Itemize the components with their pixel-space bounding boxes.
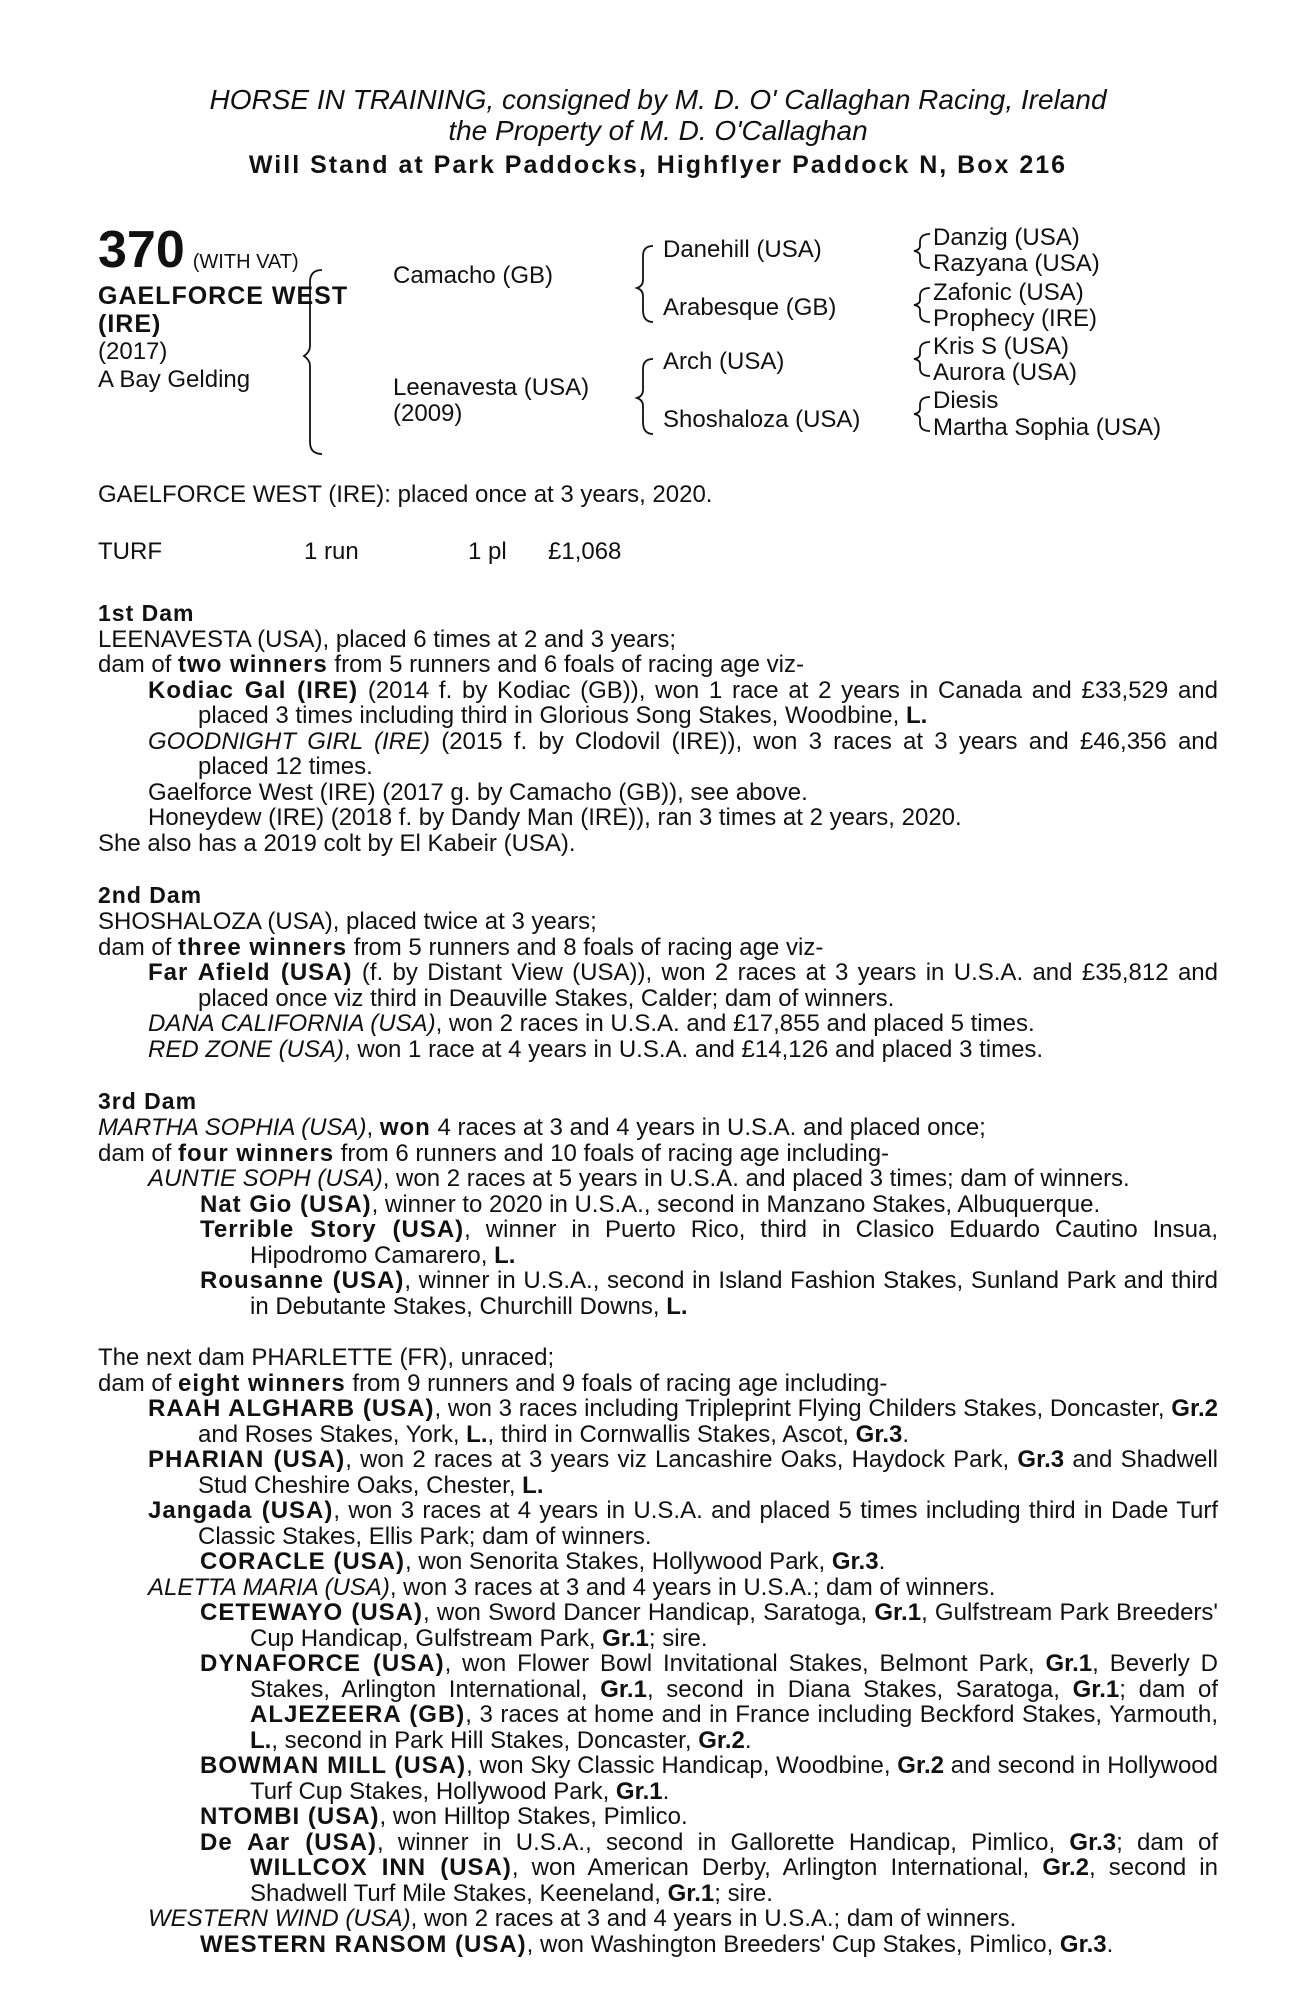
produce-entry: DYNAFORCE (USA), won Flower Bowl Invitational Stakes, Belmont Park, Gr.1, Beverly D Stakes, Arlington International, Gr.1, second in Diana Stakes, Saratoga, Gr.1; dam of ALJEZEERA (GB), 3 races at home and in France including Beckford Stakes, Yarmouth, L., second in Park Hill Stakes, Doncaster, Gr.2. <box>200 1650 1219 1754</box>
race-summary: GAELFORCE WEST (IRE): placed once at 3 years, 2020. <box>98 481 713 508</box>
lot-number: 370 <box>98 221 185 279</box>
sire-dam: Arabesque (GB) <box>663 294 837 321</box>
ancestor-4: Prophecy (IRE) <box>933 305 1098 332</box>
produce-entry: RAAH ALGHARB (USA), won 3 races including Tripleprint Flying Childers Stakes, Doncaster, Gr.2 and Roses Stakes, York, L., third in Cornwallis Stakes, Ascot, Gr.3. <box>148 1395 1218 1448</box>
turf-earnings: £1,068 <box>548 537 622 565</box>
produce-entry: WESTERN RANSOM (USA), won Washington Breeders' Cup Stakes, Pimlico, Gr.3. <box>200 1930 1114 1958</box>
ancestor-5: Kris S (USA) <box>933 333 1070 360</box>
produce-entry: De Aar (USA), winner in U.S.A., second in Gallorette Handicap, Pimlico, Gr.3; dam of WILLCOX INN (USA), won American Derby, Arlington International, Gr.2, second in Shadwell Turf Mile Stakes, Keeneland, Gr.1; sire. <box>200 1828 1218 1907</box>
produce-entry: AUNTIE SOPH (USA), won 2 races at 5 years in U.S.A. and placed 3 times; dam of winners. <box>148 1165 1130 1192</box>
produce-entry: BOWMAN MILL (USA), won Sky Classic Handicap, Woodbine, Gr.2 and second in Hollywood Turf Cup Stakes, Hollywood Park, Gr.1. <box>200 1752 1218 1805</box>
horse-name: GAELFORCE WEST (IRE) <box>98 282 349 338</box>
third-dam-heading: 3rd Dam <box>98 1088 198 1114</box>
produce-entry: DANA CALIFORNIA (USA), won 2 races in U.S.A. and £17,855 and placed 5 times. <box>148 1010 1035 1037</box>
produce-entry: Honeydew (IRE) (2018 f. by Dandy Man (IRE)), ran 3 times at 2 years, 2020. <box>148 804 962 831</box>
ancestor-8: Martha Sophia (USA) <box>933 414 1162 441</box>
produce-entry: Rousanne (USA), winner in U.S.A., second in Island Fashion Stakes, Sunland Park and third in Debutante Stakes, Churchill Downs, L. <box>200 1267 1219 1320</box>
produce-entry: GOODNIGHT GIRL (IRE) (2015 f. by Clodovil (IRE)), won 3 races at 3 years and £46,356 and placed 12 times. <box>148 727 1218 780</box>
produce-entry: CORACLE (USA), won Senorita Stakes, Hollywood Park, Gr.3. <box>200 1548 886 1575</box>
consignor-line: HORSE IN TRAINING, consigned by M. D. O' Callaghan Racing, Ireland <box>209 84 1107 115</box>
first-dam-intro: LEENAVESTA (USA), placed 6 times at 2 and 3 years; <box>98 625 677 653</box>
dam: Leenavesta (USA) <box>393 374 590 401</box>
produce-entry: CETEWAYO (USA), won Sword Dancer Handicap, Saratoga, Gr.1, Gulfstream Park Breeders' Cup Handicap, Gulfstream Park, Gr.1; sire. <box>200 1599 1218 1652</box>
first-dam-produce-summary: dam of two winners from 5 runners and 6 foals of racing age viz- <box>98 651 804 678</box>
produce-entry: Far Afield (USA) (f. by Distant View (USA)), won 2 races at 3 years in U.S.A. and £35,812 and placed once viz third in Deauville Stakes, Calder; dam of winners. <box>148 959 1218 1012</box>
turf-runs: 1 run <box>304 537 359 565</box>
stand-location: Will Stand at Park Paddocks, Highflyer Paddock N, Box 216 <box>248 151 1068 179</box>
first-dam-also: She also has a 2019 colt by El Kabeir (USA). <box>98 829 576 857</box>
produce-entry: Terrible Story (USA), winner in Puerto Rico, third in Clasico Eduardo Cautino Insua, Hipodromo Camarero, L. <box>200 1216 1218 1269</box>
second-dam-heading: 2nd Dam <box>98 882 203 908</box>
catalogue-page <box>98 84 1218 1957</box>
sire: Camacho (GB) <box>393 262 554 289</box>
produce-entry: NTOMBI (USA), won Hilltop Stakes, Pimlico. <box>200 1803 688 1830</box>
produce-entry: RED ZONE (USA), won 1 race at 4 years in U.S.A. and £14,126 and placed 3 times. <box>148 1035 1044 1063</box>
third-dam-produce-summary: dam of four winners from 6 runners and 10 foals of racing age including- <box>98 1139 890 1167</box>
ancestor-7: Diesis <box>933 387 999 414</box>
produce-entry: PHARIAN (USA), won 2 races at 3 years viz Lancashire Oaks, Haydock Park, Gr.3 and Shadwell Stud Cheshire Oaks, Chester, L. <box>148 1446 1218 1499</box>
ancestor-3: Zafonic (USA) <box>933 279 1084 306</box>
next-dam-section <box>98 1345 1218 1957</box>
produce-entry: Kodiac Gal (IRE) (2014 f. by Kodiac (GB)), won 1 race at 2 years in Canada and £33,529 and placed 3 times including third in Glorious Song Stakes, Woodbine, L. <box>148 676 1218 729</box>
foaling-year: (2017) <box>98 338 168 365</box>
ancestor-6: Aurora (USA) <box>933 359 1078 386</box>
ancestor-1: Danzig (USA) <box>933 224 1080 251</box>
third-dam-intro: MARTHA SOPHIA (USA), won 4 races at 3 and 4 years in U.S.A. and placed once; <box>98 1114 986 1141</box>
turf-placed: 1 pl <box>468 537 507 565</box>
produce-entry: ALETTA MARIA (USA), won 3 races at 3 and 4 years in U.S.A.; dam of winners. <box>148 1573 996 1601</box>
vat-note: (WITH VAT) <box>192 251 299 274</box>
second-dam-intro: SHOSHALOZA (USA), placed twice at 3 years; <box>98 908 597 935</box>
produce-entry: Jangada (USA), won 3 races at 4 years in U.S.A. and placed 5 times including third in Dade Turf Classic Stakes, Ellis Park; dam of winners. <box>148 1497 1218 1550</box>
dam-sire: Arch (USA) <box>663 348 785 375</box>
second-dam-section <box>98 909 1218 1062</box>
produce-entry: Gaelforce West (IRE) (2017 g. by Camacho (GB)), see above. <box>148 778 808 806</box>
turf-label: TURF <box>98 537 162 565</box>
produce-entry: WESTERN WIND (USA), won 2 races at 3 and 4 years in U.S.A.; dam of winners. <box>148 1905 1017 1932</box>
dam-year: (2009) <box>393 400 463 427</box>
second-dam-produce-summary: dam of three winners from 5 runners and 8 foals of racing age viz- <box>98 933 824 961</box>
dam-dam: Shoshaloza (USA) <box>663 406 861 433</box>
next-dam-produce-summary: dam of eight winners from 9 runners and 9 foals of racing age including- <box>98 1369 888 1397</box>
third-dam-section <box>98 1115 1218 1319</box>
property-line: the Property of M. D. O'Callaghan <box>448 115 868 146</box>
produce-entry: Nat Gio (USA), winner to 2020 in U.S.A., second in Manzano Stakes, Albuquerque. <box>200 1190 1101 1218</box>
ancestor-2: Razyana (USA) <box>933 250 1100 277</box>
first-dam-section <box>98 627 1218 857</box>
first-dam-heading: 1st Dam <box>98 599 195 626</box>
pedigree-block <box>98 221 1218 482</box>
next-dam-intro: The next dam PHARLETTE (FR), unraced; <box>98 1344 555 1371</box>
horse-description: A Bay Gelding <box>98 366 251 393</box>
turf-record <box>98 538 1218 566</box>
sire-sire: Danehill (USA) <box>663 236 822 263</box>
